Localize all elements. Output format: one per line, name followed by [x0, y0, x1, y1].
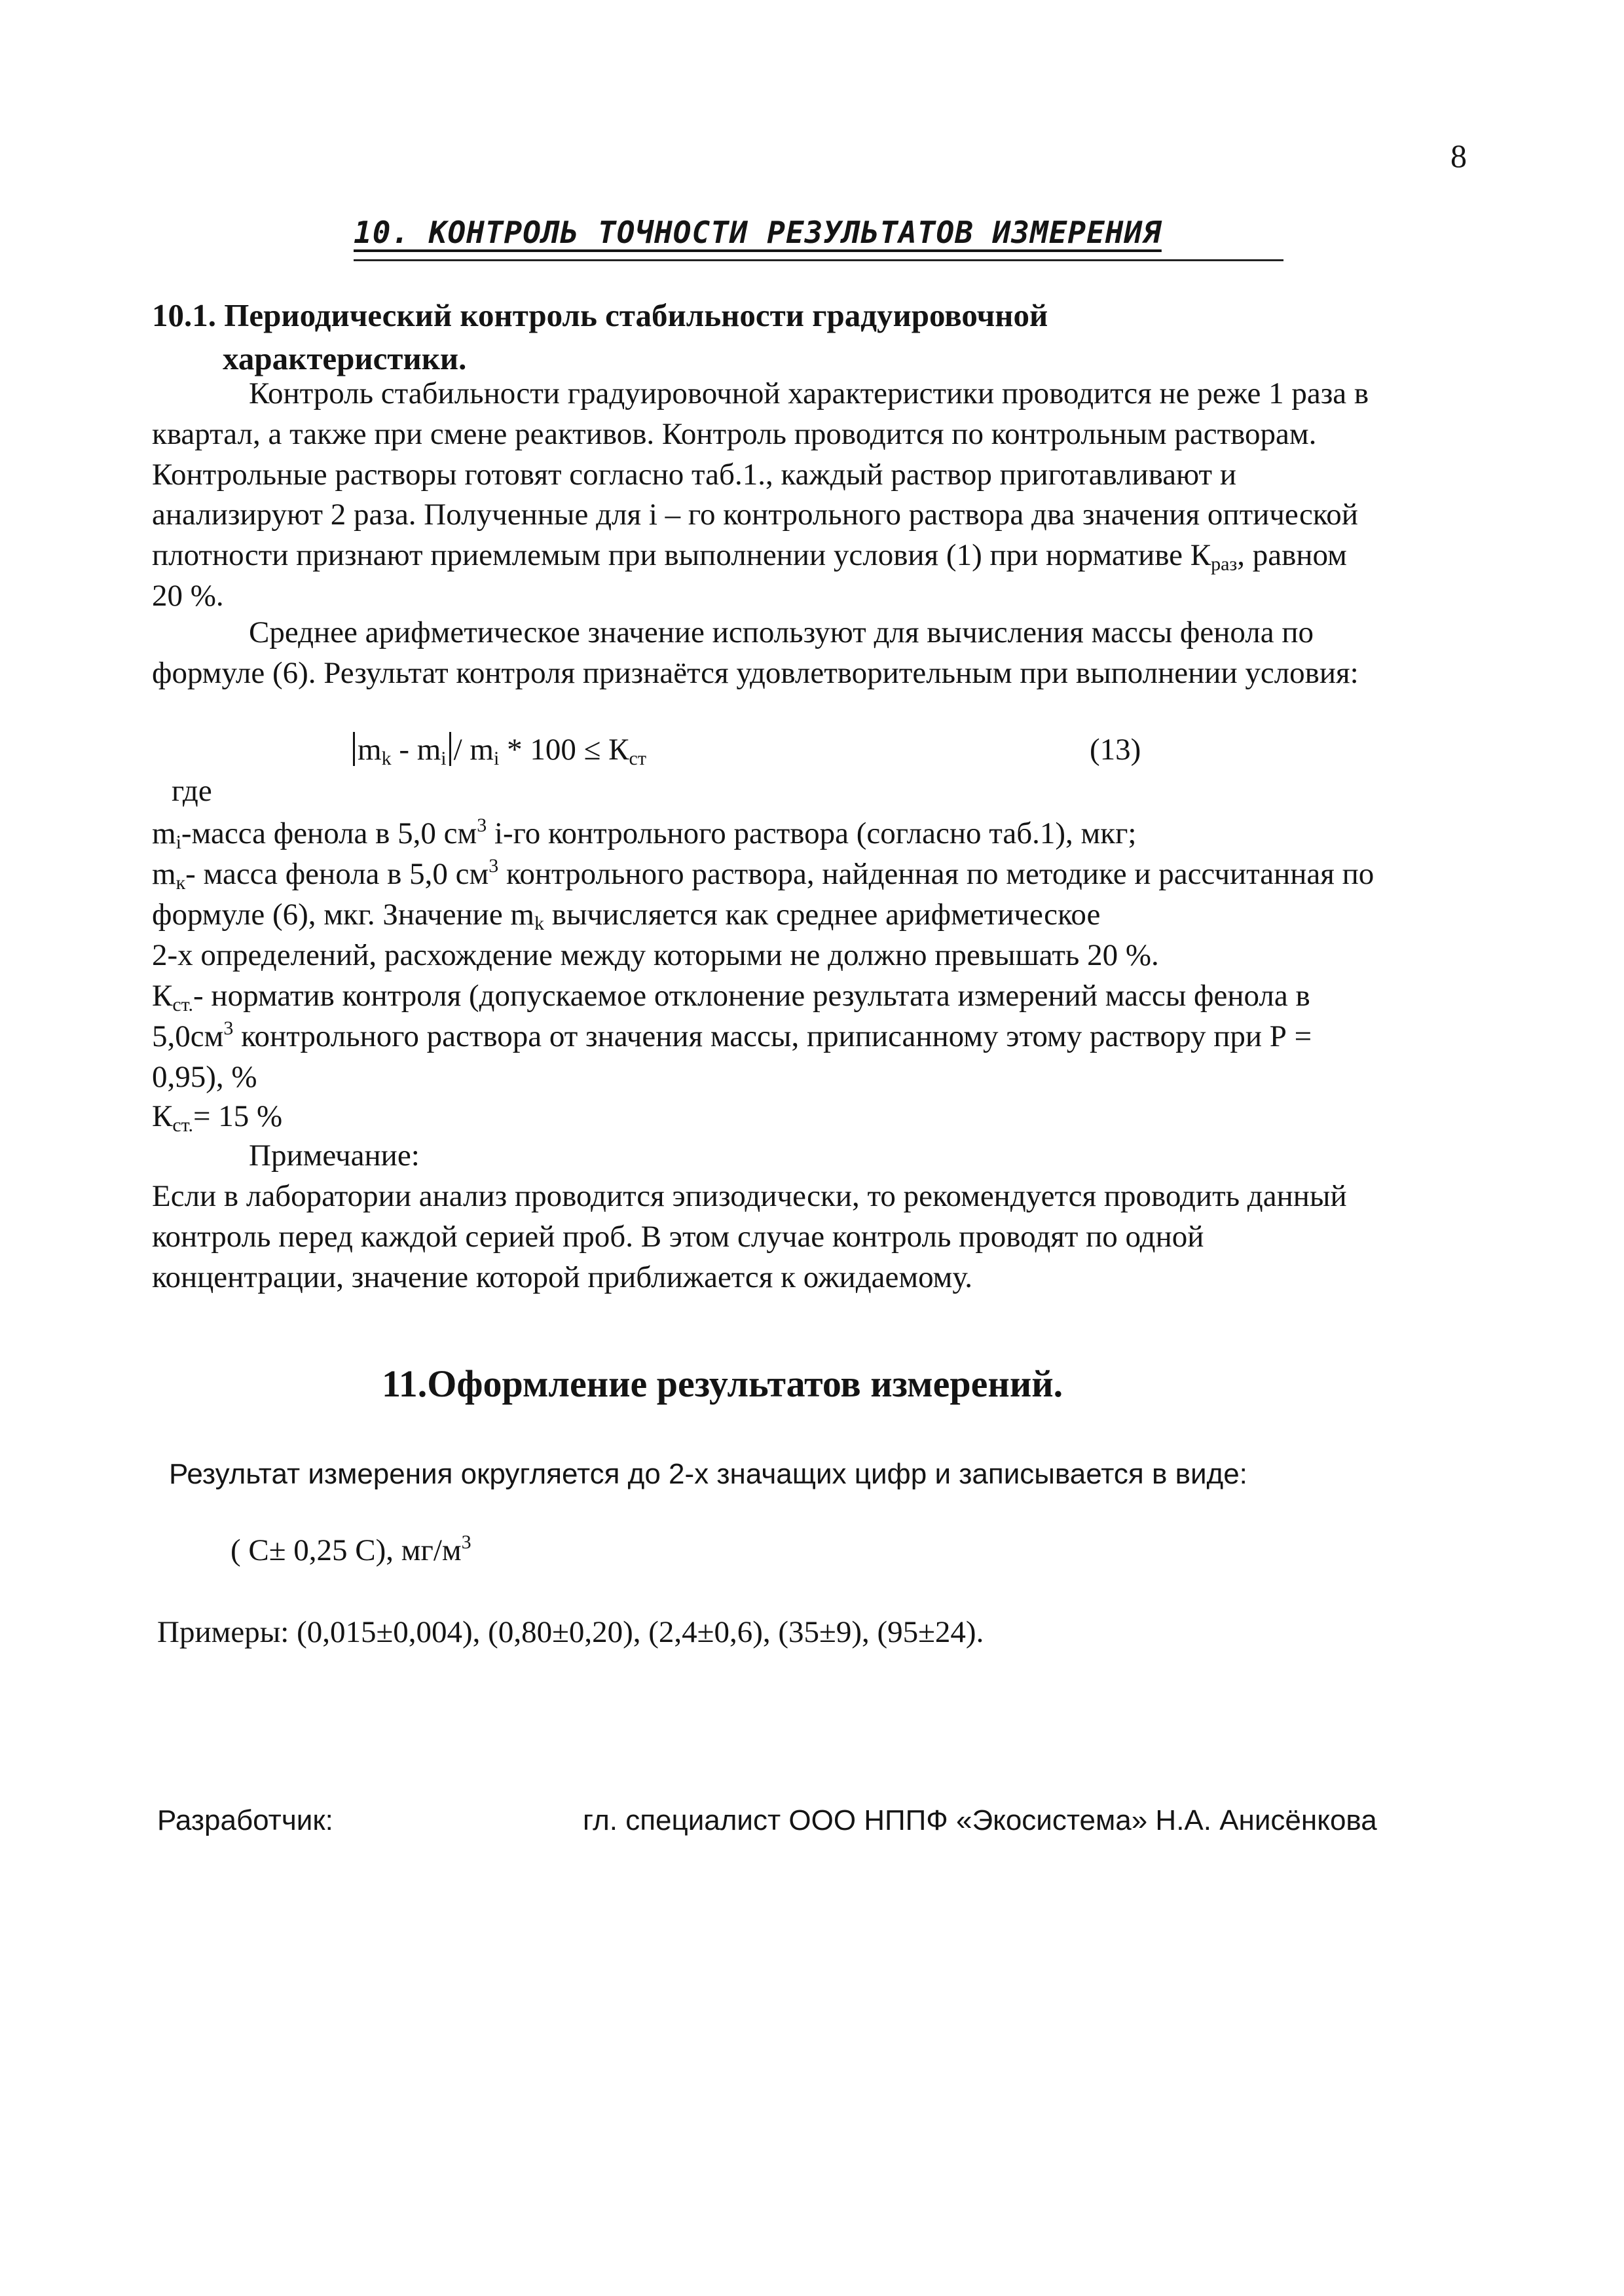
definition-mk-line3: 2-х определений, расхождение между которыми не должно превышать 20 %.: [152, 938, 1159, 972]
note-line: Если в лаборатории анализ проводится эпизодически, то рекомендуется проводить данный: [152, 1179, 1347, 1213]
definition-kst-line3: 0,95), %: [152, 1060, 257, 1094]
subsection-number: 10.1.: [152, 297, 216, 333]
paragraph-line: плотности признают приемлемым при выполнении условия (1) при нормативе $К_{раз}$, равном: [152, 538, 1347, 575]
paragraph-line: формуле (6). Результат контроля признаётся удовлетворительным при выполнении условия:: [152, 656, 1359, 690]
definition-kst-line2: $5,0см^3$ контрольного раствора от значения массы, приписанному этому раствору при Р =: [152, 1017, 1312, 1053]
abs-bar-left: [353, 732, 355, 766]
signature-label: Разработчик:: [157, 1804, 333, 1836]
paragraph-line: анализируют 2 раза. Полученные для i – го контрольного раствора два значения оптической: [152, 498, 1358, 532]
paragraph-line: Контрольные растворы готовят согласно таб.1., каждый раствор приготавливают и: [152, 458, 1236, 492]
subsection-title-line2: характеристики.: [223, 340, 467, 376]
subscript: раз: [1211, 553, 1238, 575]
section-title-rule: [354, 259, 1283, 261]
note-line: концентрации, значение которой приближается к ожидаемому.: [152, 1260, 972, 1294]
subsection-10-1-heading: [152, 293, 1048, 337]
formula-number: (13): [1090, 733, 1141, 767]
note-title: Примечание:: [249, 1139, 420, 1173]
definition-kst: $К_{ст.}-$ норматив контроля (допускаемое отклонение результата измерений массы фенола в: [152, 979, 1310, 1015]
paragraph-line: Среднее арифметическое значение используют для вычисления массы фенола по: [249, 615, 1314, 649]
definition-mk: $m_к-$ масса фенола в 5,0 $см^3$ контрольного раствора, найденная по методике и рассчитанная по: [152, 855, 1375, 894]
abs-bar-right: [449, 732, 451, 766]
subsection-title-line1: Периодический контроль стабильности градуировочной: [224, 297, 1048, 333]
page-number: 8: [1450, 137, 1467, 174]
paragraph-line: Контроль стабильности градуировочной характеристики проводится не реже 1 раза в: [249, 376, 1369, 410]
definition-mi: $m_i$-масса фенола в 5,0 $см^3$ i-го контрольного раствора (согласно таб.1), мкг;: [152, 814, 1137, 853]
paragraph-line: 20 %.: [152, 579, 224, 613]
section-10-title: 10. КОНТРОЛЬ ТОЧНОСТИ РЕЗУЛЬТАТОВ ИЗМЕРЕНИЯ: [354, 215, 1162, 250]
examples: Примеры: (0,015±0,004), (0,80±0,20), (2,4±0,6), (35±9), (95±24).: [157, 1615, 984, 1649]
section-11-title: 11.Оформление результатов измерений.: [382, 1362, 1063, 1405]
formula-13: $m_k - m_i / m_i * 100 \le К_{ст}$: [350, 728, 646, 772]
paragraph-line: квартал, а также при смене реактивов. Контроль проводится по контрольным растворам.: [152, 417, 1317, 451]
section-11-paragraph: Результат измерения округляется до 2-х значащих цифр и записывается в виде:: [169, 1458, 1247, 1490]
signature-name: гл. специалист ООО НППФ «Экосистема» Н.А. Анисёнкова: [583, 1804, 1377, 1836]
definition-mk-line2: формуле (6), мкг. Значение $m_k$ вычисляется как среднее арифметическое: [152, 898, 1101, 934]
result-form: ( С± 0,25 С), $мг/м^3$: [231, 1531, 471, 1567]
where-label: где: [172, 774, 212, 808]
note-line: контроль перед каждой серией проб. В этом случае контроль проводят по одной: [152, 1220, 1204, 1254]
kst-value: $К_{ст.}= 15$ %: [152, 1099, 283, 1136]
